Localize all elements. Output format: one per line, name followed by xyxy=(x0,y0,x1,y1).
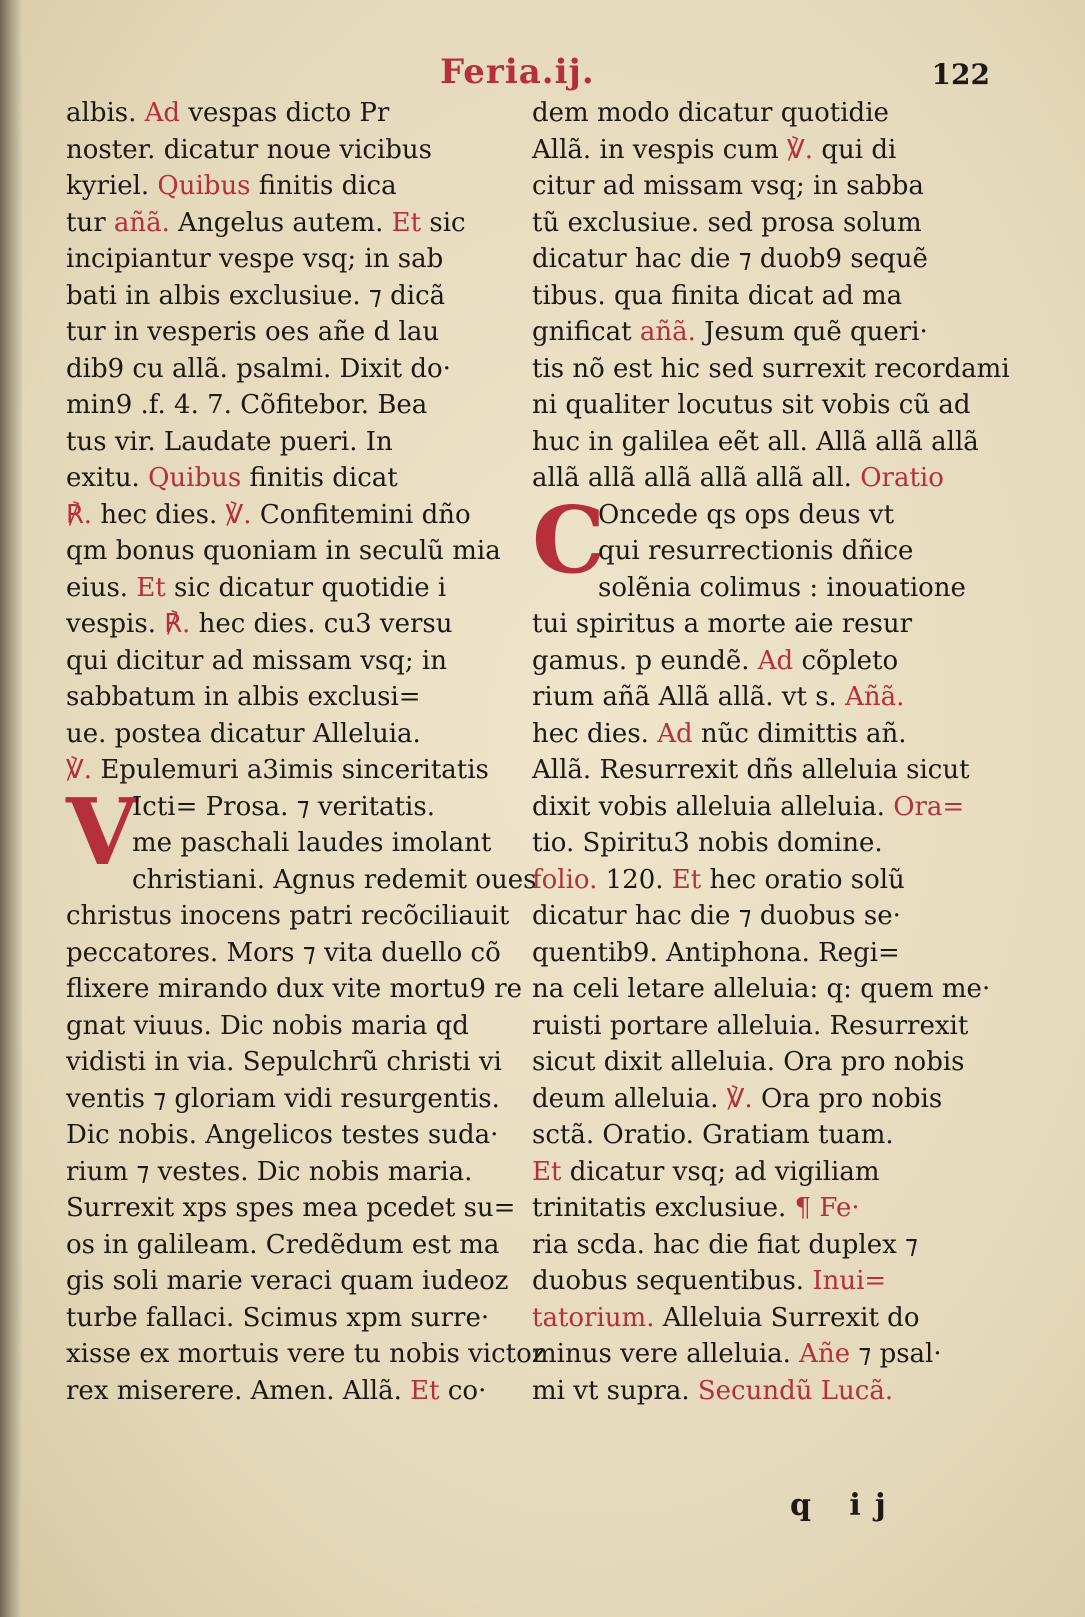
text-line: christus inocens patri recõciliauit xyxy=(66,901,510,931)
left-initial-lines xyxy=(66,789,511,862)
text-line: sctã. Oratio. Gratiam tuam. xyxy=(532,1120,894,1150)
text-line: bati in albis exclusiue. ⁊ dicã xyxy=(66,280,446,311)
text-line: qm bonus quoniam in seculũ mia xyxy=(66,536,501,566)
text-line: tatorium. Alleluia Surrexit do xyxy=(532,1302,920,1333)
left-column-lines-before xyxy=(66,95,511,789)
decorated-initial-c: C xyxy=(532,485,606,594)
text-line: quentib9. Antiphona. Regi= xyxy=(532,937,900,968)
text-line: gnat viuus. Dic nobis maria qd xyxy=(66,1010,469,1041)
text-line: gnificat añã. Jesum quẽ queri· xyxy=(532,317,928,347)
text-line: minus vere alleluia. Añe ⁊ psal· xyxy=(532,1339,942,1369)
text-line: vespis. ℟. hec dies. cu3 versu xyxy=(66,609,453,639)
text-line: Allã. in vespis cum ℣. qui di xyxy=(532,134,897,165)
text-line: hec dies. Ad nũc dimittis añ. xyxy=(532,718,907,749)
text-line: tur añã. Angelus autem. Et sic xyxy=(66,207,466,238)
text-line: xisse ex mortuis vere tu nobis victoz xyxy=(66,1339,546,1369)
text-line: ℣. Epulemuri a3imis sinceritatis xyxy=(66,755,489,785)
text-line: Allã. Resurrexit dñs alleluia sicut xyxy=(532,755,970,785)
text-line: vidisti in via. Sepulchrũ christi vi xyxy=(66,1047,502,1077)
text-line: gis soli marie veraci quam iudeoz xyxy=(66,1266,509,1296)
text-line: dem modo dicatur quotidie xyxy=(532,98,889,128)
text-line: trinitatis exclusiue. ¶ Fe· xyxy=(532,1193,860,1223)
text-line: huc in galilea eẽt all. Allã allã allã xyxy=(532,426,979,457)
text-line: eius. Et sic dicatur quotidie i xyxy=(66,572,447,603)
text-line: rium añã Allã allã. vt s. Añã. xyxy=(532,682,905,712)
book-gutter xyxy=(0,0,22,1617)
text-line: duobus sequentibus. Inui= xyxy=(532,1266,887,1296)
text-line: ventis ⁊ gloriam vidi resurgentis. xyxy=(66,1083,500,1114)
text-line: ue. postea dicatur Alleluia. xyxy=(66,718,421,749)
text-line: noster. dicatur noue vicibus xyxy=(66,134,433,165)
text-line: exitu. Quibus finitis dicat xyxy=(66,463,398,493)
text-line: incipiantur vespe vsq; in sab xyxy=(66,244,444,274)
text-line: ni qualiter locutus sit vobis cũ ad xyxy=(532,390,971,420)
text-line: gamus. p eundẽ. Ad cõpleto xyxy=(532,645,899,676)
text-line: rium ⁊ vestes. Dic nobis maria. xyxy=(66,1156,473,1187)
text-line: dicatur hac die ⁊ duobus se· xyxy=(532,901,901,931)
text-line: solẽnia colimus : inouatione xyxy=(598,572,966,603)
text-line: Surrexit xps spes mea pcedet su= xyxy=(66,1193,516,1223)
text-line: turbe fallaci. Scimus xpm surre· xyxy=(66,1302,490,1333)
text-line: tur in vesperis oes añe d lau xyxy=(66,317,440,347)
text-line: flixere mirando dux vite mortu9 re xyxy=(66,974,523,1004)
text-line: tis nõ est hic sed surrexit recordami xyxy=(532,353,1010,384)
right-text-column xyxy=(532,95,1010,1409)
text-line: sicut dixit alleluia. Ora pro nobis xyxy=(532,1047,965,1077)
signature-mark: q ij xyxy=(790,1488,900,1523)
text-line: ℟. hec dies. ℣. Confitemini dño xyxy=(66,499,471,530)
left-text-column xyxy=(66,95,546,1409)
text-line: christiani. Agnus redemit oues xyxy=(132,864,537,895)
text-line: Oncede qs ops deus vt xyxy=(598,499,895,530)
left-column-lines-after xyxy=(66,862,546,1410)
text-line: min9 .f. 4. 7. Cõfitebor. Bea xyxy=(66,390,428,420)
text-line: sabbatum in albis exclusi= xyxy=(66,682,421,712)
text-line: dixit vobis alleluia alleluia. Ora= xyxy=(532,791,965,822)
decorated-initial-v: V xyxy=(66,777,138,886)
text-line: qui resurrectionis dñice xyxy=(598,536,914,566)
text-line: Dic nobis. Angelicos testes suda· xyxy=(66,1120,499,1150)
text-line: tui spiritus a morte aie resur xyxy=(532,609,913,639)
right-column-lines-after xyxy=(532,570,994,1410)
text-line: Icti= Prosa. ⁊ veritatis. xyxy=(132,791,435,822)
text-line: ruisti portare alleluia. Resurrexit xyxy=(532,1010,969,1041)
text-line: citur ad missam vsq; in sabba xyxy=(532,171,924,201)
text-line: dib9 cu allã. psalmi. Dixit do· xyxy=(66,353,451,384)
text-line: tũ exclusiue. sed prosa solum xyxy=(532,207,922,238)
text-line: mi vt supra. Secundũ Lucã. xyxy=(532,1375,894,1406)
right-initial-lines xyxy=(532,497,994,570)
text-line: tio. Spiritu3 nobis domine. xyxy=(532,828,883,858)
text-line: peccatores. Mors ⁊ vita duello cõ xyxy=(66,937,501,968)
text-line: kyriel. Quibus finitis dica xyxy=(66,171,397,201)
text-line: deum alleluia. ℣. Ora pro nobis xyxy=(532,1083,943,1114)
text-line: me paschali laudes imolant xyxy=(132,828,492,858)
text-line: dicatur hac die ⁊ duob9 sequẽ xyxy=(532,244,928,274)
text-line: qui dicitur ad missam vsq; in xyxy=(66,645,447,676)
text-line: rex miserere. Amen. Allã. Et co· xyxy=(66,1375,487,1406)
text-line: allã allã allã allã allã all. Oratio xyxy=(532,463,944,493)
text-line: Et dicatur vsq; ad vigiliam xyxy=(532,1156,880,1187)
text-line: ria scda. hac die fiat duplex ⁊ xyxy=(532,1229,918,1260)
text-line: albis. Ad vespas dicto Pr xyxy=(66,98,390,128)
right-column-lines-before xyxy=(532,95,1010,497)
text-line: tibus. qua finita dicat ad ma xyxy=(532,280,903,311)
running-head: Feria.ij. xyxy=(440,52,595,92)
text-line: tus vir. Laudate pueri. In xyxy=(66,426,393,457)
text-line: os in galileam. Credẽdum est ma xyxy=(66,1229,500,1260)
text-line: na celi letare alleluia: q: quem me· xyxy=(532,974,991,1004)
text-line: folio. 120. Et hec oratio solũ xyxy=(532,864,905,895)
folio-number: 122 xyxy=(931,58,990,91)
